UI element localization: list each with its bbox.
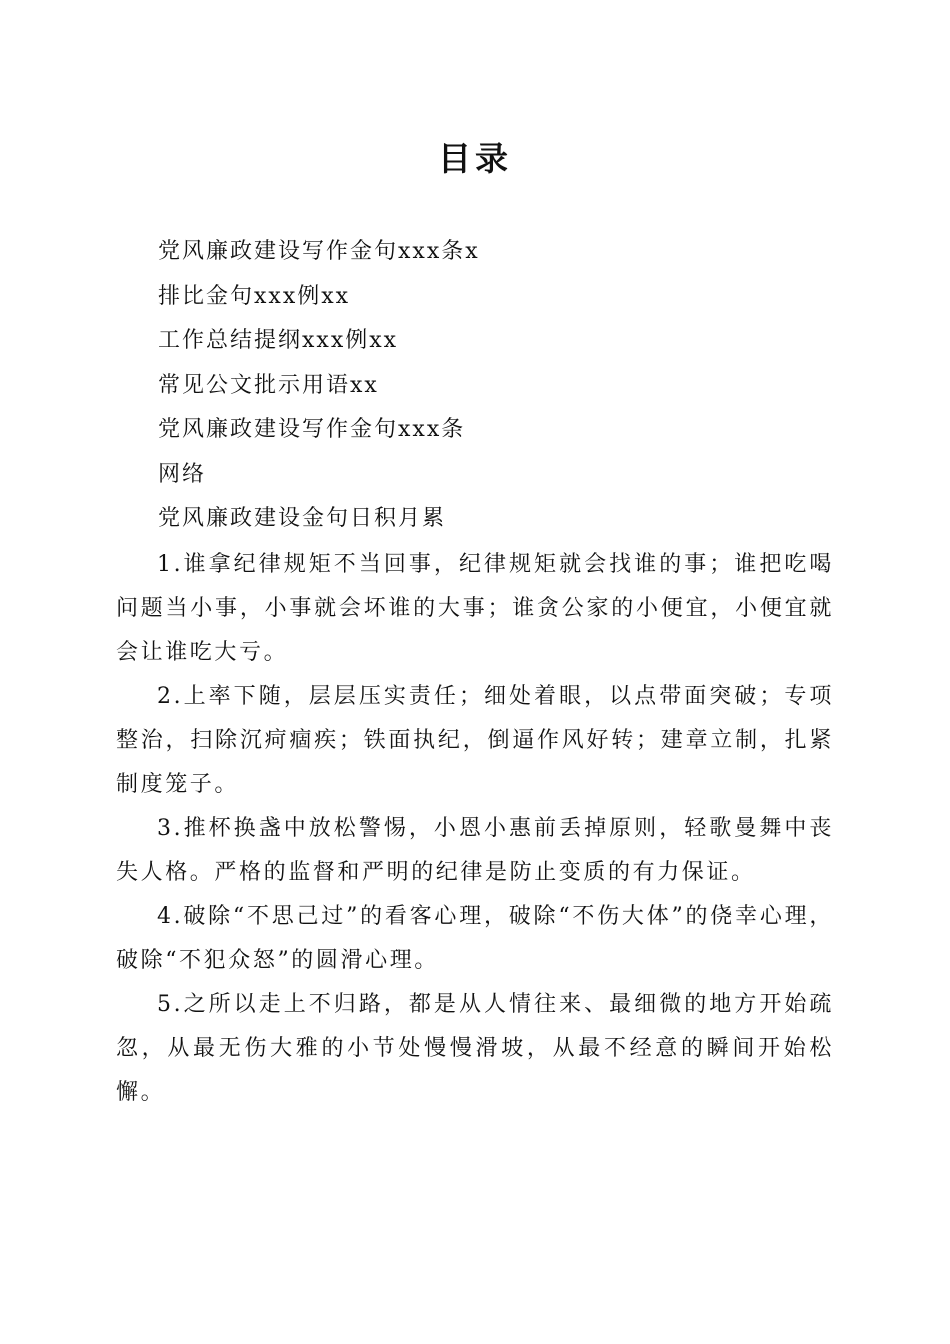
toc-item: 党风廉政建设写作金句xxx条x (158, 239, 480, 264)
toc-item: 党风廉政建设写作金句xxx条 (158, 417, 466, 442)
table-of-contents (158, 230, 838, 542)
page-title: 目录 (438, 139, 512, 178)
body-paragraph: 4.破除“不思己过”的看客心理，破除“不伤大体”的侥幸心理，破除“不犯众怒”的圆滑心理。 (116, 904, 834, 973)
toc-item: 工作总结提纲xxx例xx (158, 328, 399, 353)
toc-item: 排比金句xxx例xx (158, 283, 351, 309)
body-paragraph: 1.谁拿纪律规矩不当回事，纪律规矩就会找谁的事；谁把吃喝问题当小事，小事就会坏谁的大事；谁贪公家的小便宜，小便宜就会让谁吃大亏。 (116, 552, 834, 665)
body-paragraph: 3.推杯换盏中放松警惕，小恩小惠前丢掉原则，轻歌曼舞中丧失人格。严格的监督和严明的纪律是防止变质的有力保证。 (116, 816, 834, 885)
body-paragraph: 2.上率下随，层层压实责任；细处着眼，以点带面突破；专项整治，扫除沉疴痼疾；铁面执纪，倒逼作风好转；建章立制，扎紧制度笼子。 (116, 684, 834, 797)
toc-item: 网络 (158, 461, 207, 487)
document-body (116, 543, 834, 1115)
body-paragraph: 5.之所以走上不归路，都是从人情往来、最细微的地方开始疏忽，从最无伤大雅的小节处慢慢滑坡，从最不经意的瞬间开始松懈。 (116, 992, 834, 1105)
toc-item: 常见公文批示用语xx (158, 372, 379, 398)
toc-item: 党风廉政建设金句日积月累 (158, 506, 447, 531)
